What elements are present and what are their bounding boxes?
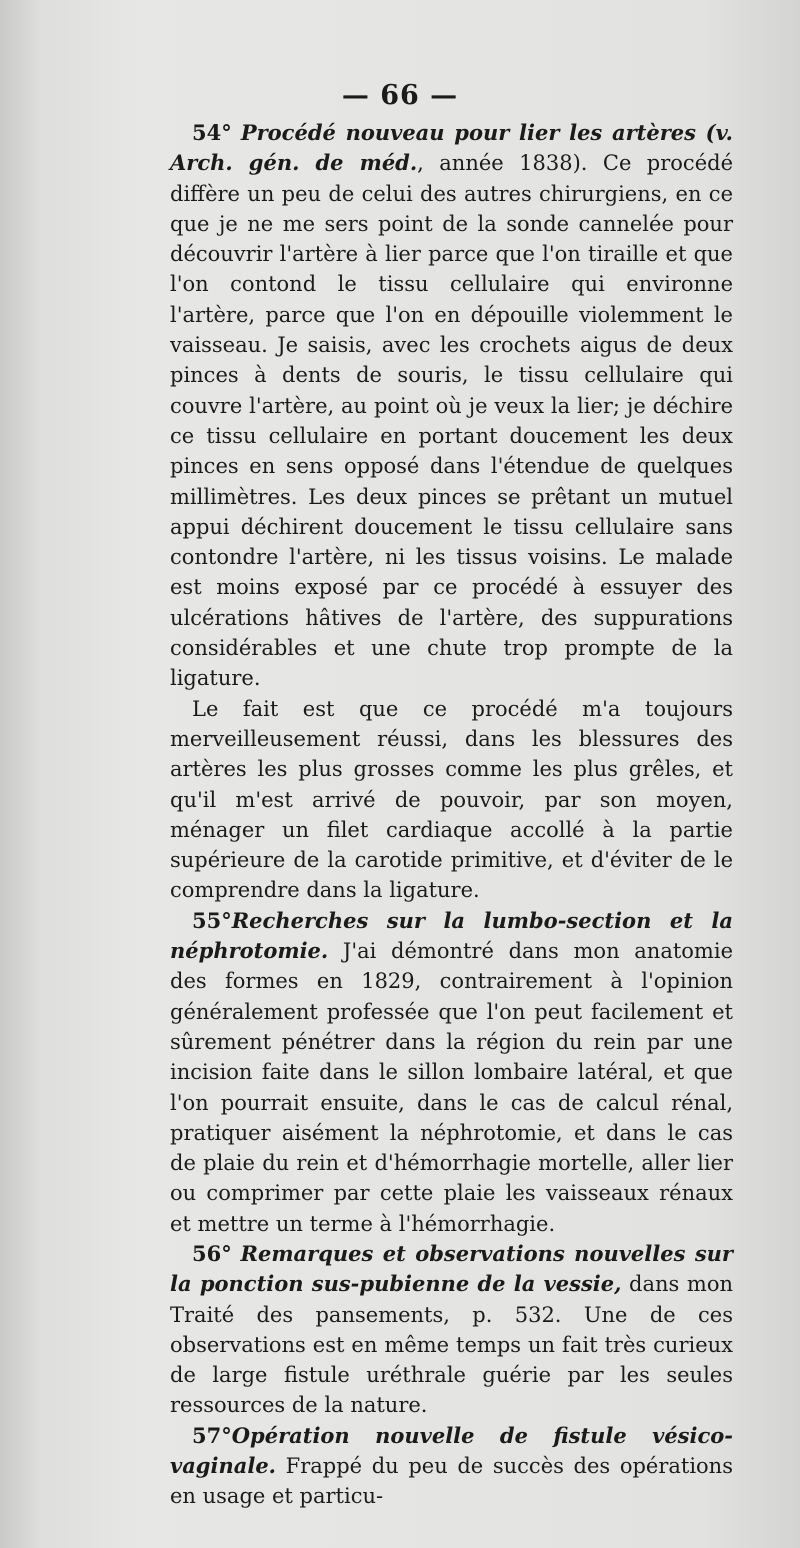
text-block [170,118,733,1512]
paragraph-number: 56° [192,1240,232,1266]
page-number: — 66 — [341,80,459,111]
paragraph-number: 54° [192,120,232,145]
paragraph-text: Frappé du peu de succès des opérations en usage et particu- [170,1454,733,1509]
paragraph-text: dans mon Traité des pansements, p. 532. Une de ces observations est en même temps un fait très curieux de large fistule uréthrale guérie par les seules ressources de la nature. [170,1272,733,1418]
paragraph-title: Opération nouvelle de fistule vésico-vaginale. [170,1422,733,1479]
paragraph-number: 55° [192,907,232,933]
paragraph-text: , année 1838). Ce procédé diffère un peu de celui des autres chirurgiens, en ce que je ne me sers point de la sonde cannelée pour découvrir l'artère à lier parce que l'on tiraille et que l'on contond le tissu cellulaire qui environne l'artère, parce que l'on en dépouille violemment le vaisseau. Je saisis, avec les crochets aigus de deux pinces à dents de souris, le tissu cellulaire qui couvre l'artère, au point où je veux la lier; je déchire ce tissu cellulaire en portant doucement les deux pinces en sens opposé dans l'étendue de quelques millimètres. Les deux pinces se prêtant un mutuel appui déchirent doucement le tissu cellulaire sans contondre l'artère, ni les tissus voisins. Le malade est moins exposé par ce procédé à essuyer des ulcérations hâtives de l'artère, des suppurations considérables et une chute trop prompte de la ligature. [170,151,733,691]
paragraph-number: 57° [192,1422,232,1448]
paragraph-55 [170,906,733,1239]
paragraph-text: J'ai démontré dans mon anatomie des formes en 1829, contrairement à l'opinion généralement professée que l'on peut facilement et sûrement pénétrer dans la région du rein par une incision faite dans le sillon lombaire latéral, et que l'on pourrait ensuite, dans le cas de calcul rénal, pratiquer aisément la néphrotomie, et dans le cas de plaie du rein et d'hémorrhagie mortelle, aller lier ou comprimer par cette plaie les vaisseaux rénaux et mettre un terme à l'hémorrhagie. [170,939,733,1236]
paragraph-title: Recherches sur la lumbo-section et la néphrotomie. [170,907,733,964]
paragraph-text: Le fait est que ce procédé m'a toujours merveilleusement réussi, dans les blessures des artères les plus grosses comme les plus grêles, et qu'il m'est arrivé de pouvoir, par son moyen, ménager un filet cardiaque accollé à la partie supérieure de la carotide primitive, et d'éviter de le comprendre dans la ligature. [170,696,733,903]
paragraph-title: Procédé nouveau pour lier les artères (v. Arch. gén. de méd. [170,120,733,176]
paragraph-54-continued [170,694,733,906]
paragraph-57 [170,1421,733,1512]
paragraph-54 [170,118,733,694]
paragraph-56 [170,1239,733,1421]
paragraph-title: Remarques et observations nouvelles sur la ponction sus-pubienne de la vessie, [170,1240,733,1297]
